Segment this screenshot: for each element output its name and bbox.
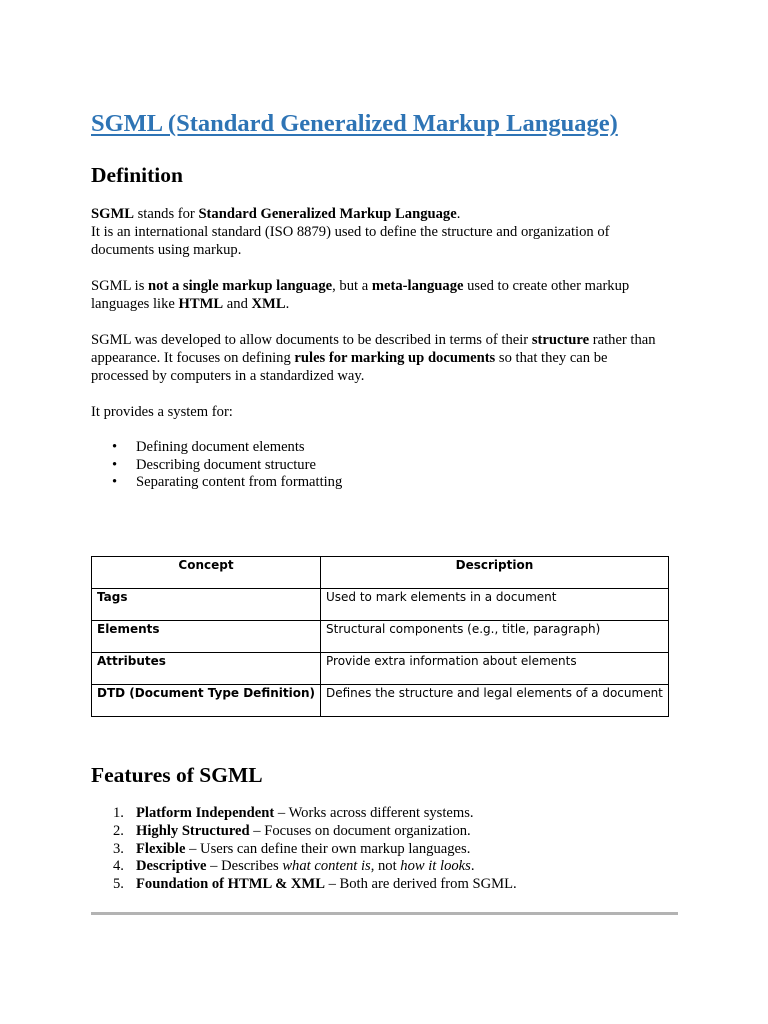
p3-text-c: rather than <box>589 332 656 348</box>
bullet-icon: • <box>112 474 118 490</box>
p2-text-j: . <box>285 296 290 312</box>
p3-bold-b: structure <box>531 332 590 348</box>
concepts-table <box>91 556 669 717</box>
feature-name: Platform Independent <box>136 805 275 821</box>
feature-name: Highly Structured <box>136 822 250 839</box>
definition-paragraph-1 <box>91 205 691 259</box>
horizontal-rule <box>91 912 678 915</box>
bullet-text: Describing document structure <box>136 456 316 473</box>
feature-italic: what content is <box>282 858 371 875</box>
feature-description: – Describes <box>206 858 283 875</box>
text-stands-for: stands for <box>133 206 199 222</box>
sgml-full-name: Standard Generalized Markup Language <box>198 206 457 222</box>
feature-name: Descriptive <box>136 858 207 875</box>
definition-line-2: It is an international standard (ISO 8879) used to define the structure and organization of <box>91 224 610 240</box>
list-item <box>91 457 342 475</box>
list-item <box>91 876 517 894</box>
list-item <box>91 858 517 876</box>
list-item <box>91 439 342 457</box>
definition-heading: Definition <box>91 163 183 187</box>
definition-line-3: documents using markup. <box>91 242 242 258</box>
list-number: 4. <box>113 858 124 875</box>
p2-text-f: languages like <box>91 296 179 312</box>
p2-bold-i: XML <box>251 296 286 312</box>
list-number: 5. <box>113 876 124 893</box>
text-period: . <box>456 206 461 222</box>
list-item <box>91 841 517 859</box>
definition-paragraph-3 <box>91 331 691 385</box>
cell-description: Used to mark elements in a document <box>321 589 669 621</box>
table-row <box>92 685 669 717</box>
cell-concept: Tags <box>92 589 321 621</box>
cell-description: Defines the structure and legal elements of a document <box>321 685 669 717</box>
feature-description: . <box>470 858 475 875</box>
table-row <box>92 621 669 653</box>
sgml-abbr: SGML <box>91 206 134 222</box>
list-number: 2. <box>113 822 124 839</box>
cell-concept: DTD (Document Type Definition) <box>92 685 321 717</box>
p3-text-f: so that they can be <box>495 350 608 366</box>
column-header-concept: Concept <box>92 557 321 589</box>
p3-text-g: processed by computers in a standardized way. <box>91 368 365 384</box>
feature-description: – Focuses on document organization. <box>249 822 471 839</box>
feature-name: Flexible <box>136 840 186 857</box>
list-number: 1. <box>113 805 124 821</box>
p2-text-e: used to create other markup <box>463 278 630 294</box>
bullet-icon: • <box>112 456 118 473</box>
feature-italic: how it looks <box>400 858 471 875</box>
features-list <box>91 805 517 894</box>
table-row <box>92 589 669 621</box>
p2-bold-g: HTML <box>178 296 224 312</box>
p3-text-d: appearance. It focuses on defining <box>91 350 295 366</box>
features-heading: Features of SGML <box>91 763 263 787</box>
feature-name: Foundation of HTML & XML <box>136 876 325 893</box>
feature-description: – Both are derived from SGML. <box>324 876 517 893</box>
definition-paragraph-2 <box>91 277 691 313</box>
page-title[interactable]: SGML (Standard Generalized Markup Language) <box>91 110 618 137</box>
list-item <box>91 823 517 841</box>
table-row <box>92 653 669 685</box>
p3-bold-e: rules for marking up documents <box>294 350 496 366</box>
feature-description: , not <box>370 858 401 875</box>
p2-bold-d: meta-language <box>371 278 464 294</box>
cell-description: Structural components (e.g., title, paragraph) <box>321 621 669 653</box>
list-item <box>91 474 342 492</box>
bullet-text: Defining document elements <box>136 439 305 455</box>
bullet-icon: • <box>112 439 118 455</box>
column-header-description: Description <box>321 557 669 589</box>
cell-description: Provide extra information about elements <box>321 653 669 685</box>
p2-text-c: , but a <box>332 278 372 294</box>
p2-text-h: and <box>223 296 252 312</box>
feature-description: – Users can define their own markup languages. <box>185 840 471 857</box>
p3-text-a: SGML was developed to allow documents to be described in terms of their <box>91 332 532 348</box>
bullet-list <box>91 439 342 492</box>
table-header-row <box>92 557 669 589</box>
list-number: 3. <box>113 840 124 857</box>
cell-concept: Attributes <box>92 653 321 685</box>
cell-concept: Elements <box>92 621 321 653</box>
feature-description: – Works across different systems. <box>274 805 474 821</box>
list-item <box>91 805 517 823</box>
p2-text-a: SGML is <box>91 278 149 294</box>
p2-bold-b: not a single markup language <box>148 278 333 294</box>
definition-paragraph-4: It provides a system for: <box>91 404 233 420</box>
bullet-text: Separating content from formatting <box>136 474 343 490</box>
